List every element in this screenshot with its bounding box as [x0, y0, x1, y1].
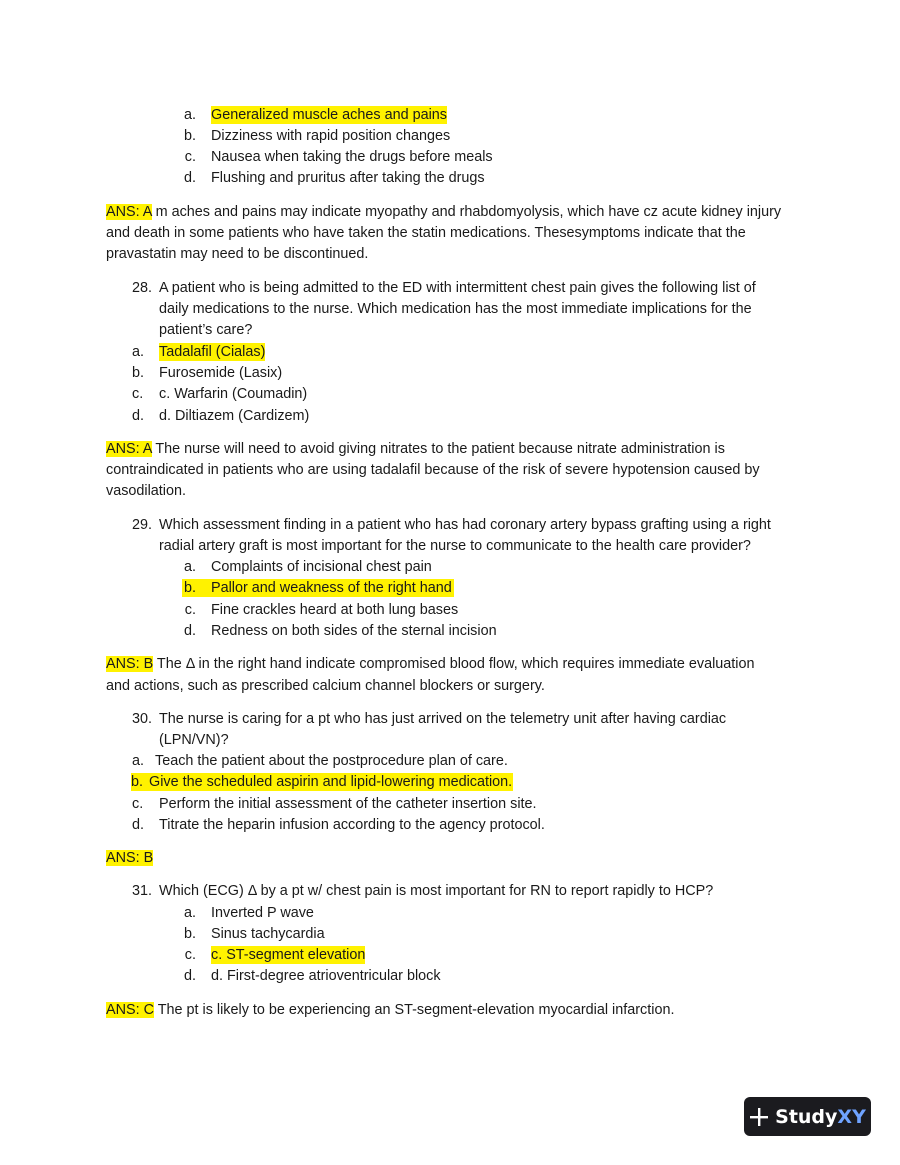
- option-letter: a.: [183, 905, 196, 921]
- option-text: Furosemide (Lasix): [159, 365, 283, 381]
- option-letter: c.: [184, 602, 196, 618]
- question-number: 30.: [131, 711, 152, 727]
- option-letter: a.: [183, 559, 196, 575]
- option-text: Complaints of incisional chest pain: [211, 559, 432, 575]
- option-letter: b.: [183, 128, 196, 144]
- answer-line: [106, 1001, 674, 1019]
- option-letter: b.: [183, 926, 196, 942]
- question-number: 31.: [131, 883, 152, 899]
- option-text: Redness on both sides of the sternal incision: [211, 623, 497, 639]
- option-text: Titrate the heparin infusion according to the agency protocol.: [159, 817, 545, 833]
- option-text: Inverted P wave: [211, 905, 314, 921]
- option-text-correct: Give the scheduled aspirin and lipid-lowering medication.: [149, 774, 513, 790]
- question-stem: A patient who is being admitted to the ED with intermittent chest pain gives the following list of: [159, 280, 756, 296]
- option-text-correct: Generalized muscle aches and pains: [211, 107, 447, 123]
- option-letter: b.: [183, 580, 196, 596]
- option-text-correct: c. ST-segment elevation: [211, 947, 366, 963]
- option-row-correct: [182, 579, 454, 597]
- option-letter: c.: [184, 947, 196, 963]
- answer-line: [106, 849, 153, 867]
- answer-text: pravastatin may need to be discontinued.: [106, 246, 369, 262]
- option-letter: c.: [184, 149, 196, 165]
- option-text: Nausea when taking the drugs before meals: [211, 149, 493, 165]
- answer-label: ANS: A: [106, 204, 152, 220]
- option-letter: c.: [132, 796, 144, 812]
- question-stem: patient’s care?: [159, 322, 253, 338]
- option-letter: d.: [183, 623, 196, 639]
- option-text: Perform the initial assessment of the catheter insertion site.: [159, 796, 537, 812]
- option-text: Teach the patient about the postprocedure plan of care.: [155, 753, 508, 769]
- option-text-correct: Pallor and weakness of the right hand: [211, 580, 452, 596]
- answer-label: ANS: A: [106, 441, 152, 457]
- option-text: Flushing and pruritus after taking the drugs: [211, 170, 485, 186]
- option-text: d. Diltiazem (Cardizem): [159, 408, 310, 424]
- answer-text: vasodilation.: [106, 483, 186, 499]
- option-letter: b.: [131, 774, 144, 790]
- answer-text: m aches and pains may indicate myopathy and rhabdomyolysis, which have cz acute kidney injury: [151, 204, 782, 220]
- logo-text: StudyXY: [775, 1105, 866, 1128]
- option-text-correct: Tadalafil (Cialas): [159, 344, 266, 360]
- answer-label: ANS: B: [106, 850, 154, 866]
- answer-label: ANS: B: [106, 656, 154, 672]
- answer-text: and death in some patients who have taken the statin medications. Thesesymptoms indicate that the: [106, 225, 746, 241]
- answer-text: contraindicated in patients who are using tadalafil because of the risk of severe hypotension caused by: [106, 462, 760, 478]
- question-stem: (LPN/VN)?: [159, 732, 229, 748]
- answer-line: [106, 440, 725, 458]
- option-text: Sinus tachycardia: [211, 926, 325, 942]
- answer-line: [106, 203, 781, 221]
- option-letter: a.: [132, 344, 145, 360]
- plus-icon: [749, 1107, 769, 1127]
- option-text: Fine crackles heard at both lung bases: [211, 602, 459, 618]
- question-stem: daily medications to the nurse. Which medication has the most immediate implications for the: [159, 301, 752, 317]
- studyxy-logo: [744, 1097, 871, 1136]
- answer-text: The pt is likely to be experiencing an ST-segment-elevation myocardial infarction.: [153, 1002, 675, 1018]
- question-stem: The nurse is caring for a pt who has just arrived on the telemetry unit after having cardiac: [159, 711, 727, 727]
- answer-text: The nurse will need to avoid giving nitrates to the patient because nitrate administration is: [151, 441, 725, 457]
- question-number: 29.: [131, 517, 152, 533]
- option-text: Dizziness with rapid position changes: [211, 128, 451, 144]
- answer-text: and actions, such as prescribed calcium channel blockers or surgery.: [106, 678, 545, 694]
- option-letter: a.: [183, 107, 196, 123]
- question-stem: Which assessment finding in a patient who has had coronary artery bypass grafting using a right: [159, 517, 771, 533]
- option-text: c. Warfarin (Coumadin): [159, 386, 308, 402]
- option-letter: a.: [132, 753, 145, 769]
- option-letter: d.: [132, 817, 145, 833]
- answer-text: The Δ in the right hand indicate compromised blood flow, which requires immediate evaluation: [153, 656, 755, 672]
- option-letter: d.: [183, 170, 196, 186]
- question-number: 28.: [131, 280, 152, 296]
- answer-label: ANS: C: [106, 1002, 154, 1018]
- option-text: d. First-degree atrioventricular block: [211, 968, 441, 984]
- option-letter: b.: [132, 365, 145, 381]
- question-stem: radial artery graft is most important for the nurse to communicate to the health care provider?: [159, 538, 751, 554]
- option-letter: d.: [132, 408, 145, 424]
- option-letter: d.: [183, 968, 196, 984]
- question-stem: Which (ECG) Δ by a pt w/ chest pain is most important for RN to report rapidly to HCP?: [159, 883, 714, 899]
- answer-line: [106, 655, 754, 673]
- option-letter: c.: [132, 386, 144, 402]
- option-row-correct: [131, 773, 513, 791]
